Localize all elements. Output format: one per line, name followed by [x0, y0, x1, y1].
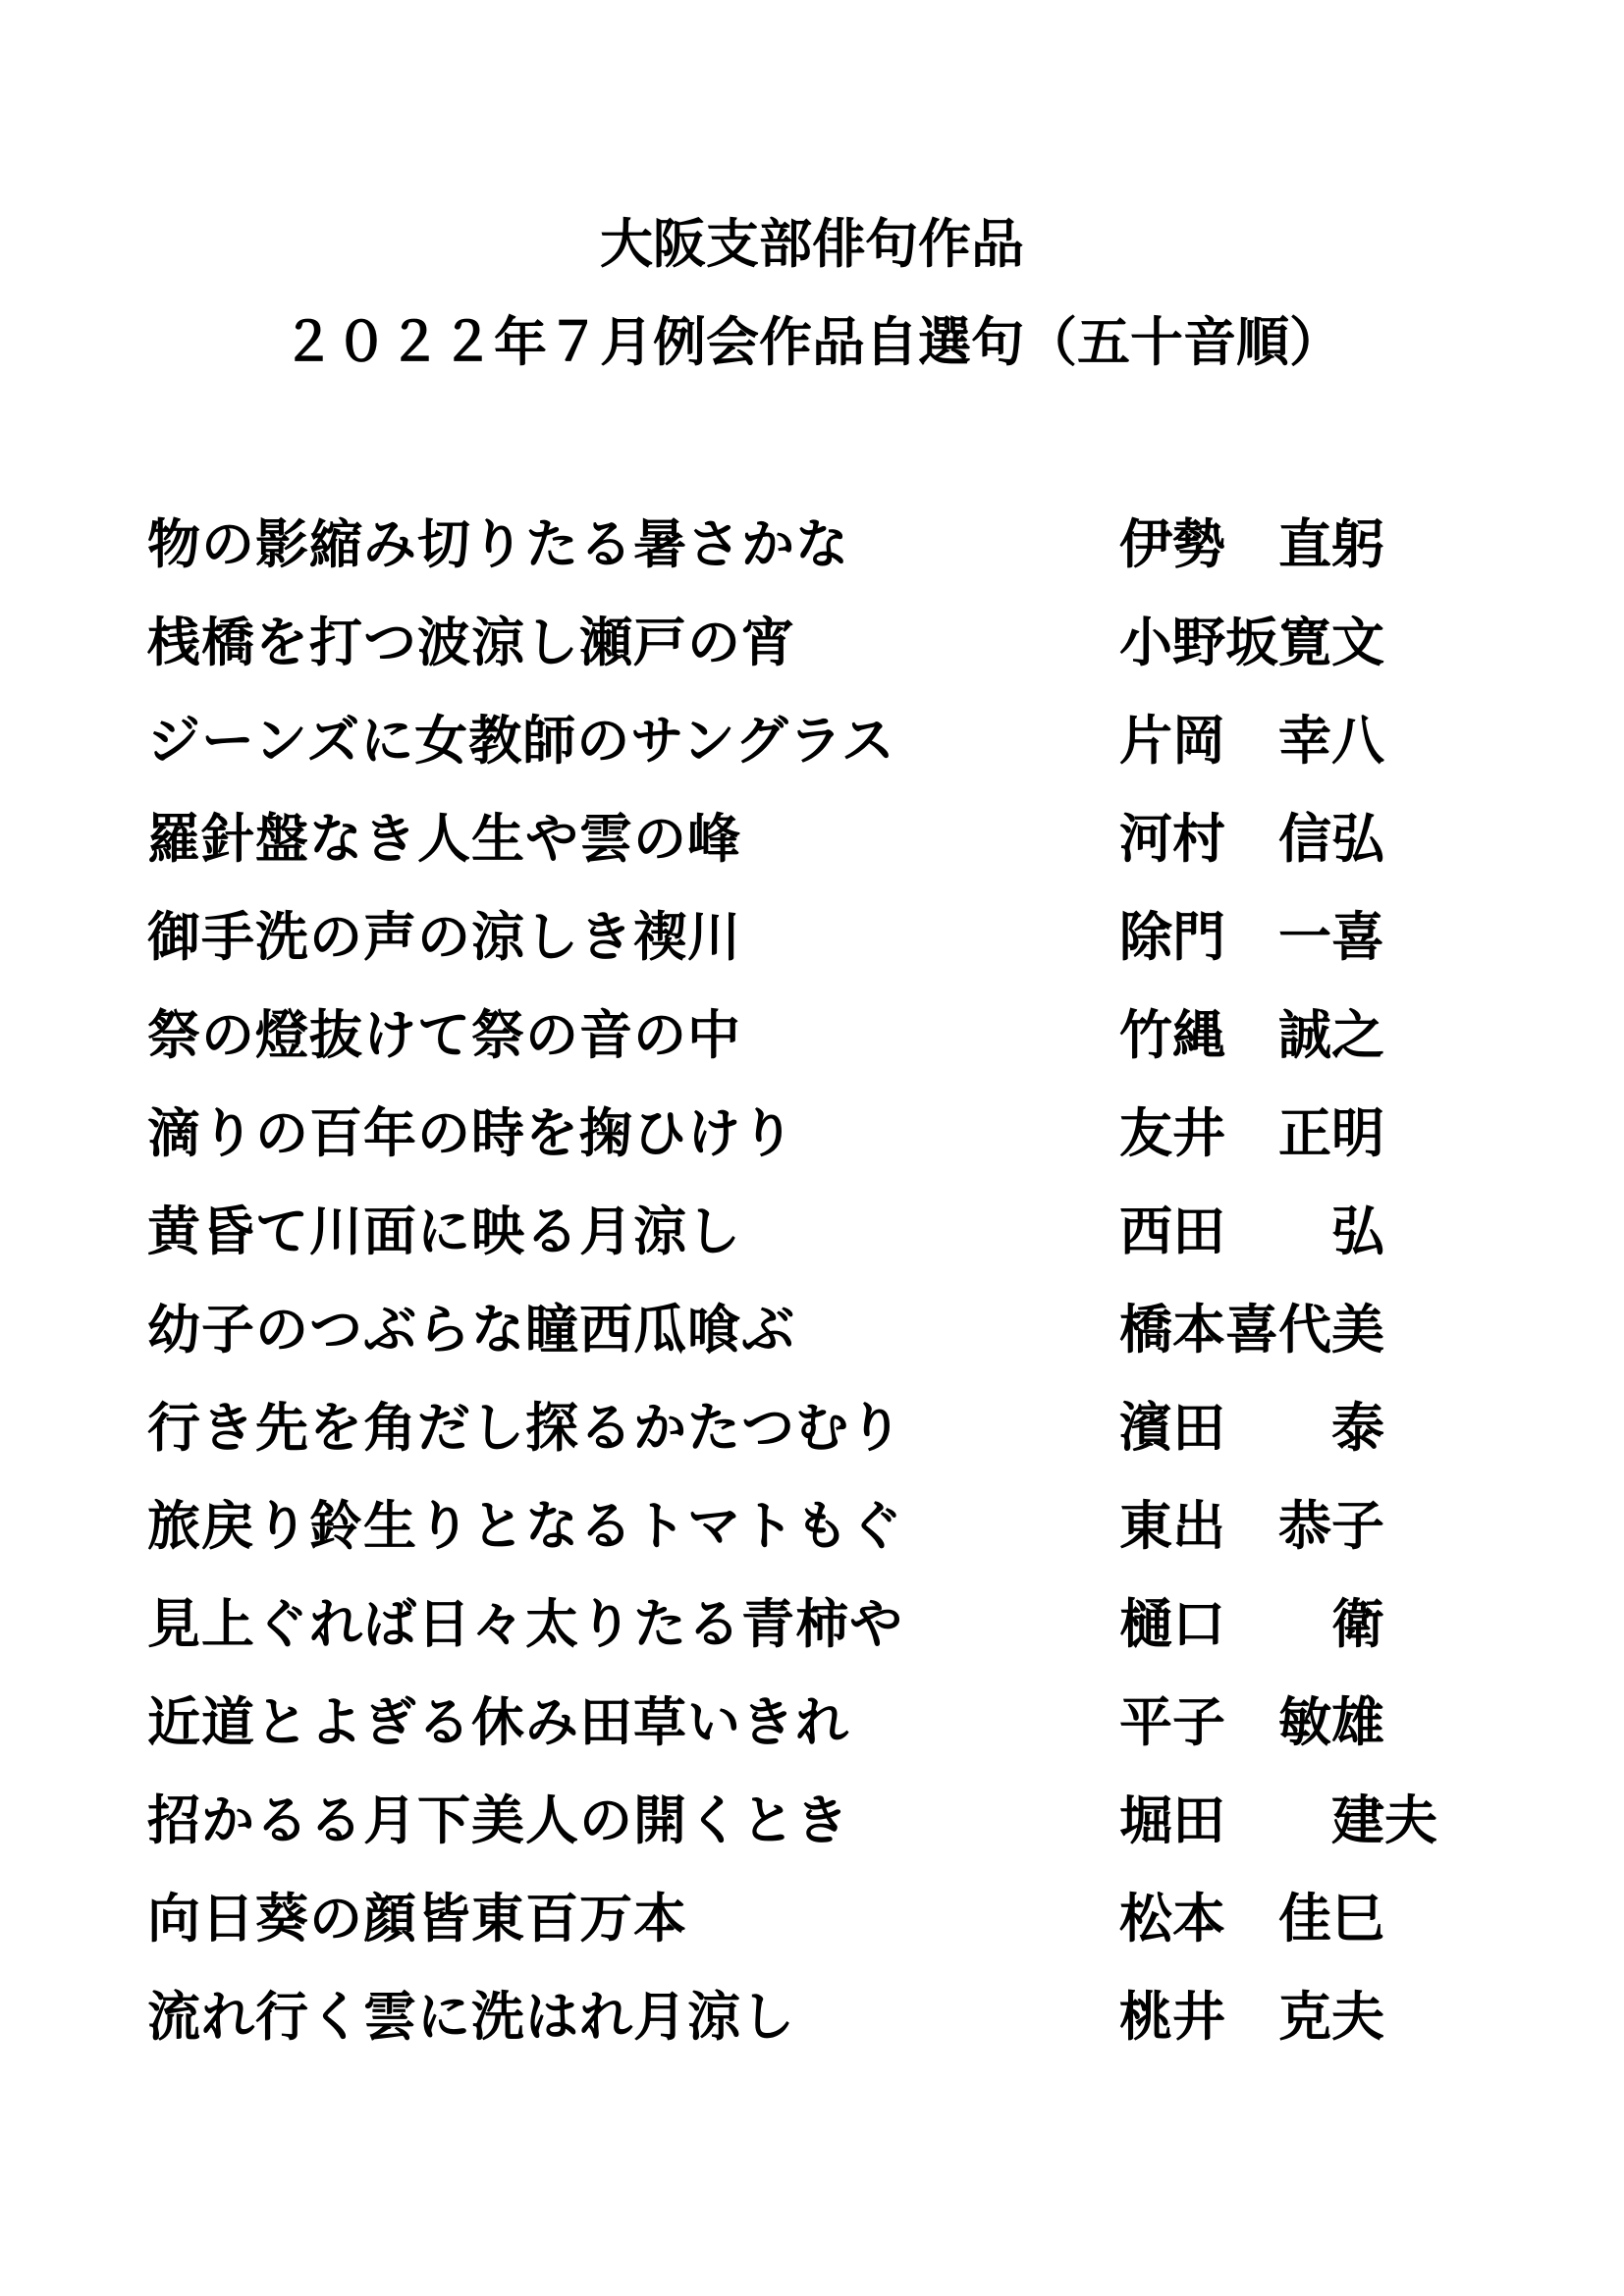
haiku-entry — [147, 1677, 1512, 1775]
author-name: 小野坂寛文 — [1119, 612, 1384, 673]
haiku-text: 祭の燈抜けて祭の音の中 — [147, 1004, 741, 1066]
author-name: 片岡 幸八 — [1119, 710, 1384, 772]
haiku-entry — [147, 1186, 1512, 1284]
author-name: 松本 佳巳 — [1119, 1888, 1384, 1949]
haiku-entry — [147, 1775, 1512, 1873]
haiku-entry — [147, 989, 1512, 1088]
author-name: 竹縄 誠之 — [1119, 1004, 1384, 1066]
author-name: 除門 一喜 — [1119, 906, 1384, 968]
haiku-entry — [147, 1088, 1512, 1186]
haiku-text: 旅戻り鈴生りとなるトマトもぐ — [147, 1495, 903, 1557]
haiku-entry — [147, 1382, 1512, 1480]
haiku-text: 桟橋を打つ波涼し瀬戸の宵 — [147, 612, 795, 673]
author-name: 伊勢 直躬 — [1119, 513, 1384, 575]
author-name: 河村 信弘 — [1119, 808, 1384, 870]
haiku-text: 御手洗の声の涼しき禊川 — [147, 906, 741, 968]
author-name: 東出 恭子 — [1119, 1495, 1384, 1557]
author-name: 堀田 建夫 — [1119, 1789, 1437, 1851]
haiku-text: 流れ行く雲に洗はれ月涼し — [147, 1986, 795, 2048]
haiku-entry — [147, 597, 1512, 695]
haiku-entry — [147, 793, 1512, 891]
author-name: 橋本喜代美 — [1119, 1299, 1384, 1361]
haiku-text: 黄昏て川面に映る月涼し — [147, 1201, 741, 1262]
haiku-entry — [147, 1480, 1512, 1578]
haiku-text: ジーンズに女教師のサングラス — [147, 710, 895, 772]
haiku-text: 招かるる月下美人の開くとき — [147, 1789, 849, 1851]
haiku-text: 近道とよぎる休み田草いきれ — [147, 1691, 849, 1753]
haiku-entry — [147, 1284, 1512, 1382]
author-name: 桃井 克夫 — [1119, 1986, 1384, 2048]
document-title: 大阪支部俳句作品 — [600, 213, 1024, 275]
haiku-entry — [147, 1873, 1512, 1971]
author-name: 友井 正明 — [1119, 1102, 1384, 1164]
haiku-text: 向日葵の顔皆東百万本 — [147, 1888, 687, 1949]
haiku-entry — [147, 499, 1512, 597]
author-name: 平子 敏雄 — [1119, 1691, 1384, 1753]
haiku-text: 滴りの百年の時を掬ひけり — [147, 1102, 795, 1164]
haiku-list — [147, 499, 1512, 2069]
haiku-entry — [147, 891, 1512, 989]
haiku-text: 行き先を角だし探るかたつむり — [147, 1397, 903, 1459]
haiku-text: 物の影縮み切りたる暑さかな — [147, 513, 849, 575]
haiku-entry — [147, 695, 1512, 793]
haiku-text: 見上ぐれば日々太りたる青柿や — [147, 1593, 903, 1655]
document-subtitle: ２０２２年７月例会作品自選句（五十音順） — [282, 311, 1342, 373]
haiku-text: 羅針盤なき人生や雲の峰 — [147, 808, 741, 870]
author-name: 西田 弘 — [1119, 1201, 1384, 1262]
haiku-entry — [147, 1971, 1512, 2069]
author-name: 濱田 泰 — [1119, 1397, 1384, 1459]
haiku-entry — [147, 1578, 1512, 1677]
haiku-text: 幼子のつぶらな瞳西瓜喰ぶ — [147, 1299, 795, 1361]
author-name: 樋口 衛 — [1119, 1593, 1384, 1655]
